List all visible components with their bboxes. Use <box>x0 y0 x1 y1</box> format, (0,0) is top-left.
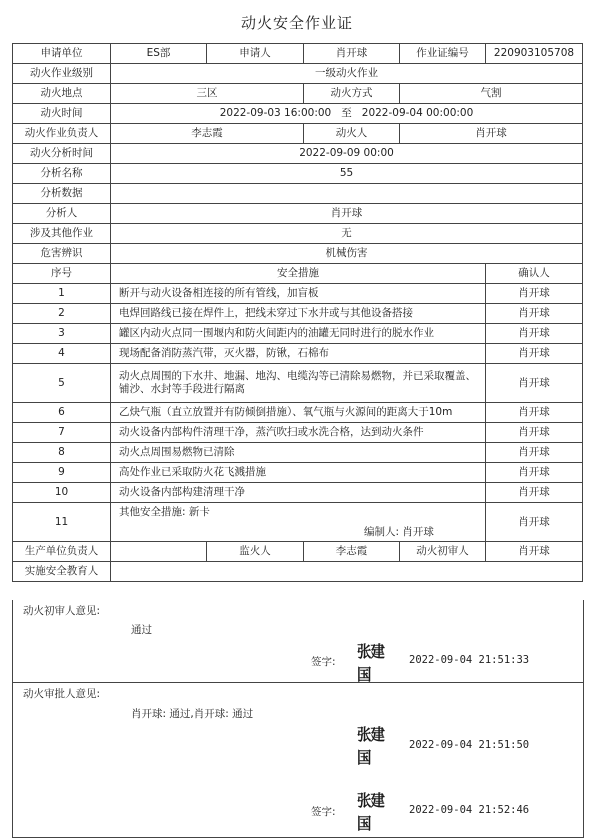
measure-row <box>13 503 583 542</box>
method-value: 气割 <box>400 84 583 104</box>
row-location <box>13 84 583 104</box>
measure-confirmer: 肖开球 <box>486 284 583 304</box>
measure-text: 动火设备内部构建清理干净 <box>111 483 486 503</box>
measure-confirmer: 肖开球 <box>486 344 583 364</box>
time-label: 动火时间 <box>13 104 111 124</box>
measure-confirmer: 肖开球 <box>486 463 583 483</box>
approval-opinion: 肖开球: 通过,肖开球: 通过 <box>131 708 254 720</box>
measure-no: 3 <box>13 324 111 344</box>
hazard-value: 机械伤害 <box>111 244 583 264</box>
measure-confirmer: 肖开球 <box>486 364 583 403</box>
applicant-unit-value: ES部 <box>111 44 207 64</box>
analysis-name-value: 55 <box>111 164 583 184</box>
permit-no-value: 220903105708 <box>486 44 583 64</box>
permit-table <box>12 43 583 582</box>
operator-value: 肖开球 <box>400 124 583 144</box>
location-label: 动火地点 <box>13 84 111 104</box>
leader-value: 李志霞 <box>111 124 304 144</box>
watcher-label: 监火人 <box>207 542 304 562</box>
measure-text: 断开与动火设备相连接的所有管线，加盲板 <box>111 284 486 304</box>
measure-no: 2 <box>13 304 111 324</box>
row-hazard <box>13 244 583 264</box>
measure-text: 罐区内动火点同一围堰内和防火间距内的油罐无同时进行的脱水作业 <box>111 324 486 344</box>
measure-text-main: 其他安全措施: 新卡 <box>119 506 210 518</box>
row-safety-educator <box>13 562 583 582</box>
measure-no: 7 <box>13 423 111 443</box>
measure-text: 高处作业已采取防火花飞溅措施 <box>111 463 486 483</box>
other-work-value: 无 <box>111 224 583 244</box>
measure-confirmer: 肖开球 <box>486 443 583 463</box>
first-review-signature-stamp: 张建国 <box>357 642 385 684</box>
measure-row <box>13 463 583 483</box>
time-end: 2022-09-04 00:00:00 <box>361 107 474 119</box>
analysis-time-label: 动火分析时间 <box>13 144 111 164</box>
analyst-value: 肖开球 <box>111 204 583 224</box>
measure-confirmer: 肖开球 <box>486 304 583 324</box>
measure-text <box>111 503 486 542</box>
applicant-unit-label: 申请单位 <box>13 44 111 64</box>
row-applicant <box>13 44 583 64</box>
analysis-data-value <box>111 184 583 204</box>
measure-text: 电焊回路线已接在焊件上，把线未穿过下水井或与其他设备搭接 <box>111 304 486 324</box>
time-value <box>111 104 583 124</box>
analysis-time-value: 2022-09-09 00:00 <box>111 144 583 164</box>
measures-header <box>13 264 583 284</box>
measures-header-cell: 安全措施 <box>111 264 486 284</box>
measure-confirmer: 肖开球 <box>486 483 583 503</box>
row-analysis-data <box>13 184 583 204</box>
other-work-label: 涉及其他作业 <box>13 224 111 244</box>
measure-text: 现场配备消防蒸汽带，灭火器，防锹，石棉布 <box>111 344 486 364</box>
operator-label: 动火人 <box>304 124 400 144</box>
approval-sign-label: 签字: <box>311 806 336 818</box>
hazard-label: 危害辨识 <box>13 244 111 264</box>
approval-signature-stamp-2: 张建国 <box>357 791 385 833</box>
first-reviewer-value: 肖开球 <box>486 542 583 562</box>
approval-label: 动火审批人意见: <box>23 688 101 700</box>
permit-no-label: 作业证编号 <box>400 44 486 64</box>
production-leader-label: 生产单位负责人 <box>13 542 111 562</box>
measure-row <box>13 403 583 423</box>
measure-confirmer: 肖开球 <box>486 423 583 443</box>
measure-no: 1 <box>13 284 111 304</box>
applicant-value: 肖开球 <box>304 44 400 64</box>
analyst-label: 分析人 <box>13 204 111 224</box>
watcher-value: 李志霞 <box>304 542 400 562</box>
measure-confirmer: 肖开球 <box>486 403 583 423</box>
measure-no: 8 <box>13 443 111 463</box>
measure-row <box>13 423 583 443</box>
location-value: 三区 <box>111 84 304 104</box>
time-start: 2022-09-03 16:00:00 <box>219 107 332 119</box>
level-label: 动火作业级别 <box>13 64 111 84</box>
first-review-section <box>12 600 584 683</box>
measure-editor: 编制人: 肖开球 <box>364 526 434 538</box>
row-analysis-name <box>13 164 583 184</box>
row-time <box>13 104 583 124</box>
applicant-label: 申请人 <box>207 44 304 64</box>
measure-text: 动火设备内部构件清理干净，蒸汽吹扫或水洗合格，达到动火条件 <box>111 423 486 443</box>
safety-educator-label: 实施安全教育人 <box>13 562 111 582</box>
approval-section <box>12 682 584 838</box>
measure-row <box>13 324 583 344</box>
measure-no: 9 <box>13 463 111 483</box>
row-production <box>13 542 583 562</box>
first-review-sign-label: 签字: <box>311 656 336 668</box>
measure-confirmer: 肖开球 <box>486 324 583 344</box>
measure-text: 动火点周围的下水井、地漏、地沟、电缆沟等已清除易燃物，并已采取覆盖、铺沙、水封等手段进行隔离 <box>111 364 486 403</box>
row-leader <box>13 124 583 144</box>
measure-no: 11 <box>13 503 111 542</box>
confirmer-header: 确认人 <box>486 264 583 284</box>
first-review-label: 动火初审人意见: <box>23 605 101 617</box>
measure-text: 动火点周围易燃物已清除 <box>111 443 486 463</box>
method-label: 动火方式 <box>304 84 400 104</box>
measure-row <box>13 284 583 304</box>
row-analysis-time <box>13 144 583 164</box>
analysis-data-label: 分析数据 <box>13 184 111 204</box>
measure-no: 4 <box>13 344 111 364</box>
measure-no: 5 <box>13 364 111 403</box>
measure-row <box>13 483 583 503</box>
row-analyst <box>13 204 583 224</box>
row-other-work <box>13 224 583 244</box>
safety-educator-value <box>111 562 583 582</box>
approval-time-2: 2022-09-04 21:52:46 <box>409 804 530 816</box>
analysis-name-label: 分析名称 <box>13 164 111 184</box>
document-title: 动火安全作业证 <box>240 14 353 32</box>
seq-header: 序号 <box>13 264 111 284</box>
level-value: 一级动火作业 <box>111 64 583 84</box>
measure-row <box>13 443 583 463</box>
first-review-time: 2022-09-04 21:51:33 <box>409 654 530 666</box>
measure-row <box>13 304 583 324</box>
approval-time-1: 2022-09-04 21:51:50 <box>409 739 530 751</box>
approval-signature-stamp-1: 张建国 <box>357 725 385 767</box>
measure-row <box>13 344 583 364</box>
measure-text: 乙炔气瓶（直立放置并有防倾倒措施）、氧气瓶与火源间的距离大于10m <box>111 403 486 423</box>
measure-row <box>13 364 583 403</box>
measure-confirmer: 肖开球 <box>486 503 583 542</box>
first-review-opinion: 通过 <box>131 624 152 636</box>
row-level <box>13 64 583 84</box>
measure-no: 6 <box>13 403 111 423</box>
production-leader-value <box>111 542 207 562</box>
first-reviewer-label: 动火初审人 <box>400 542 486 562</box>
measure-no: 10 <box>13 483 111 503</box>
leader-label: 动火作业负责人 <box>13 124 111 144</box>
time-to: 至 <box>341 107 352 119</box>
